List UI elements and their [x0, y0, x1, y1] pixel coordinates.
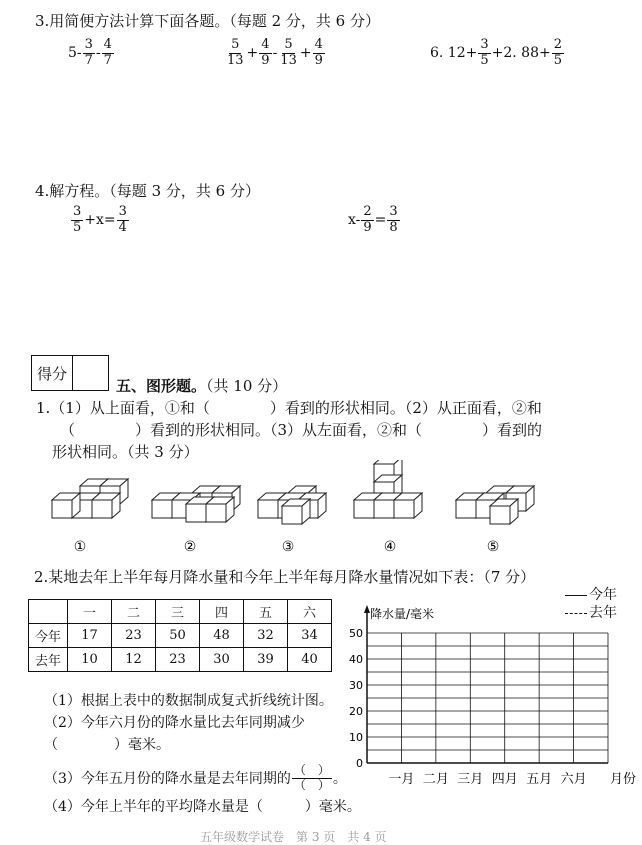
table-row: [29, 648, 332, 672]
p2-q2a: （2）今年六月份的降水量比去年同期减少: [44, 715, 305, 731]
q4-expr-1: $\frac{3}{5}$ +x= $\frac{3}{4}$: [73, 204, 127, 235]
score-box: [31, 355, 109, 391]
figure-label-4: ④: [383, 539, 397, 555]
y-axis-label: 降水量/毫米: [370, 607, 435, 621]
table-cell: 50: [156, 624, 200, 648]
table-header: 一: [68, 600, 112, 624]
y-tick-label: 20: [349, 705, 363, 718]
score-field[interactable]: [73, 356, 108, 390]
table-header: 三: [156, 600, 200, 624]
x-tick-label: 三月: [457, 772, 484, 787]
y-tick-label: 10: [349, 731, 363, 744]
table-cell: 23: [156, 648, 200, 672]
row-label: 去年: [29, 648, 68, 672]
table-cell: 23: [112, 624, 156, 648]
x-tick-label: 六月: [560, 772, 587, 787]
legend-last-year: 去年: [565, 602, 617, 622]
figure-2: [152, 486, 240, 522]
q3-title: 3.用简便方法计算下面各题。（每题 2 分，共 6 分）: [35, 12, 380, 30]
legend-this-year: 今年: [565, 584, 617, 604]
q3-expr-1: 5- $\frac{3}{7}$ - $\frac{4}{7}$: [68, 37, 112, 68]
p1-line-2: （ ）看到的形状相同。（3）从左面看，②和（ ）看到的: [60, 421, 543, 439]
figure-label-1: ①: [73, 539, 87, 555]
figure-3: [258, 486, 326, 524]
blank-fraction[interactable]: $\frac{( )}{( )}$: [293, 763, 330, 792]
table-cell: 17: [68, 624, 112, 648]
table-row: [29, 624, 332, 648]
y-tick-label: 50: [349, 627, 363, 640]
q3-expr-2: $\frac{5}{13}$ + $\frac{4}{9}$ - $\frac{5}{13}$ + $\frac{4}{9}$: [227, 37, 323, 68]
figure-1: [52, 479, 128, 518]
cube-figures: [40, 460, 630, 556]
table-cell: 12: [112, 648, 156, 672]
rainfall-table: [28, 599, 332, 672]
p2-q3: （3）今年五月份的降水量是去年同期的 $\frac{( )}{( )}$ 。: [44, 763, 347, 792]
p2-title: 2.某地去年上半年每月降水量和今年上半年每月降水量情况如下表：（7 分）: [34, 568, 536, 586]
row-label: 今年: [29, 624, 68, 648]
figure-label-2: ②: [183, 539, 197, 555]
x-tick-label: 月份: [609, 772, 636, 787]
table-header: 二: [112, 600, 156, 624]
table-cell: 40: [288, 648, 332, 672]
y-tick-labels: [349, 627, 363, 770]
figure-5: [456, 486, 534, 524]
table-header-row: [29, 600, 332, 624]
x-tick-label: 二月: [422, 772, 449, 787]
table-corner: [29, 600, 68, 624]
grid-lines: [367, 633, 608, 763]
p1-line-1: 1.（1）从上面看，①和（ ）看到的形状相同。（2）从正面看，②和: [36, 399, 542, 417]
table-header: 五: [244, 600, 288, 624]
table-cell: 39: [244, 648, 288, 672]
y-tick-label: 40: [349, 653, 363, 666]
table-cell: 30: [200, 648, 244, 672]
p2-q2b: （ ）毫米。: [44, 737, 170, 753]
table-cell: 34: [288, 624, 332, 648]
x-tick-label: 五月: [526, 772, 553, 787]
x-tick-labels: [388, 772, 636, 787]
score-label: 得分: [32, 356, 73, 390]
empty-line-chart-grid: [340, 603, 640, 789]
p2-q4: （4）今年上半年的平均降水量是（ ）毫米。: [44, 799, 361, 815]
page-footer: 五年级数学试卷 第 3 页 共 4 页: [200, 830, 387, 844]
p1-line-3: 形状相同。（共 3 分）: [52, 443, 199, 461]
table-cell: 10: [68, 648, 112, 672]
x-tick-label: 四月: [491, 772, 518, 787]
q4-title: 4.解方程。（每题 3 分，共 6 分）: [35, 182, 260, 200]
figure-label-5: ⑤: [486, 539, 500, 555]
x-tick-label: 一月: [388, 772, 415, 787]
table-cell: 48: [200, 624, 244, 648]
y-tick-label: 0: [356, 757, 363, 770]
q3-expr-3: 6. 12+ $\frac{3}{5}$ +2. 88+ $\frac{2}{5}$: [430, 37, 563, 68]
table-header: 六: [288, 600, 332, 624]
figure-label-3: ③: [281, 539, 295, 555]
y-tick-label: 30: [349, 679, 363, 692]
p2-q1: （1）根据上表中的数据制成复式折线统计图。: [44, 693, 333, 709]
table-header: 四: [200, 600, 244, 624]
figure-4: [354, 460, 422, 518]
section-5-heading: 五、图形题。（共 10 分）: [116, 377, 288, 395]
q4-expr-2: x- $\frac{2}{9}$ = $\frac{3}{8}$: [348, 204, 398, 235]
table-cell: 32: [244, 624, 288, 648]
